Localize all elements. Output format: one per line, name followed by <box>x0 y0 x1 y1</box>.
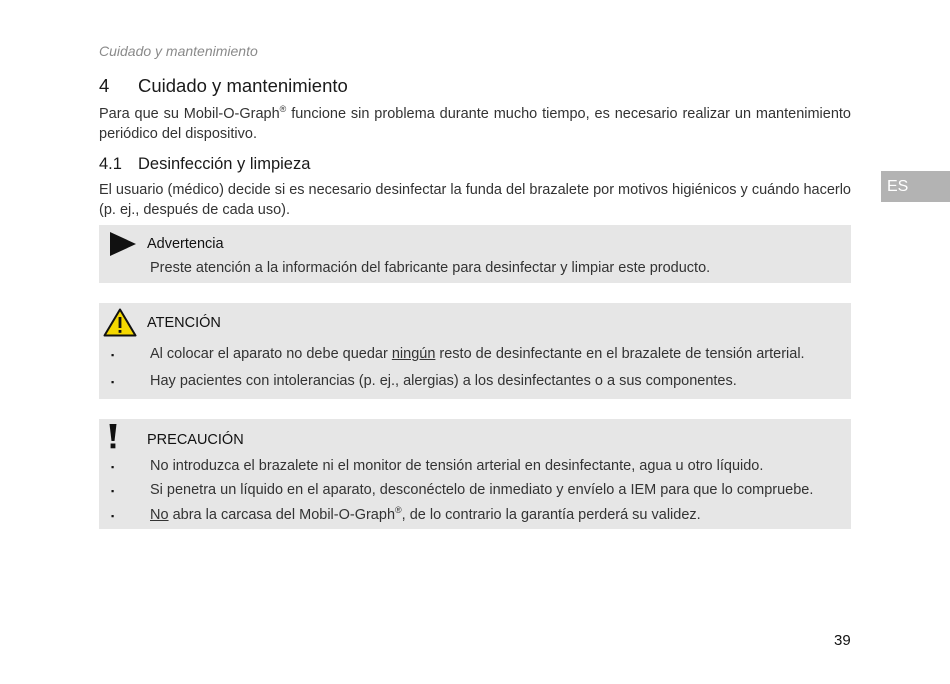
subsection-text: El usuario (médico) decide si es necesario desinfectar la funda del brazalete por motivos higiénicos y cuándo hacerlo (p. ej., después de cada uso). <box>99 182 851 218</box>
precaution-item-2: Si penetra un líquido en el aparato, desconéctelo de inmediato y envíelo a IEM para que lo compruebe. <box>150 482 814 498</box>
warning-title: Advertencia <box>147 236 224 252</box>
intro-text-start: Para que su Mobil-O-Graph <box>99 106 280 122</box>
caution-item-1-start: Al colocar el aparato no debe quedar <box>150 346 392 362</box>
section-intro <box>99 104 851 144</box>
precaution-box <box>99 419 851 529</box>
subsection-title: Desinfección y limpieza <box>138 155 311 173</box>
bullet-marker: ▪ <box>111 486 115 496</box>
bullet-marker: ▪ <box>111 377 115 387</box>
section-number: 4 <box>99 75 110 96</box>
intro-text-end: funcione sin problema durante mucho tiempo, es necesario realizar un mantenimiento periódico del dispositivo. <box>99 106 852 142</box>
warning-triangle-icon <box>103 308 137 337</box>
subsection-heading <box>99 155 310 174</box>
precaution-title: PRECAUCIÓN <box>147 432 244 448</box>
subsection-number: 4.1 <box>99 155 122 173</box>
precaution-item-3-middle: abra la carcasa del Mobil-O-Graph <box>168 507 396 523</box>
registered-mark: ® <box>279 104 287 115</box>
play-arrow-icon <box>110 232 136 256</box>
section-heading <box>99 75 348 97</box>
page-number: 39 <box>834 632 851 649</box>
registered-mark: ® <box>395 505 402 516</box>
warning-box <box>99 225 851 283</box>
section-title: Cuidado y mantenimiento <box>138 75 348 96</box>
precaution-item-1: No introduzca el brazalete ni el monitor de tensión arterial en desinfectante, agua u otro líquido. <box>150 458 764 474</box>
caution-title: ATENCIÓN <box>147 315 221 331</box>
bullet-marker: ▪ <box>111 350 115 360</box>
running-header: Cuidado y mantenimiento <box>99 43 258 59</box>
exclamation-icon <box>108 424 118 449</box>
caution-item-1-end: resto de desinfectante en el brazalete de tensión arterial. <box>435 346 805 362</box>
bullet-marker: ▪ <box>111 511 115 521</box>
language-tab-label: ES <box>887 178 909 195</box>
language-tab <box>881 171 950 202</box>
precaution-item-3 <box>150 507 701 523</box>
caution-box <box>99 303 851 399</box>
caution-item-1 <box>150 346 805 362</box>
bullet-marker: ▪ <box>111 462 115 472</box>
caution-item-1-emphasis: ningún <box>391 346 436 362</box>
precaution-item-3-end: , de lo contrario la garantía perderá su validez. <box>401 507 701 523</box>
precaution-item-3-emphasis: No <box>150 507 169 523</box>
warning-text: Preste atención a la información del fabricante para desinfectar y limpiar este producto. <box>150 260 711 276</box>
caution-item-2: Hay pacientes con intolerancias (p. ej., alergias) a los desinfectantes o a sus componentes. <box>150 373 737 389</box>
